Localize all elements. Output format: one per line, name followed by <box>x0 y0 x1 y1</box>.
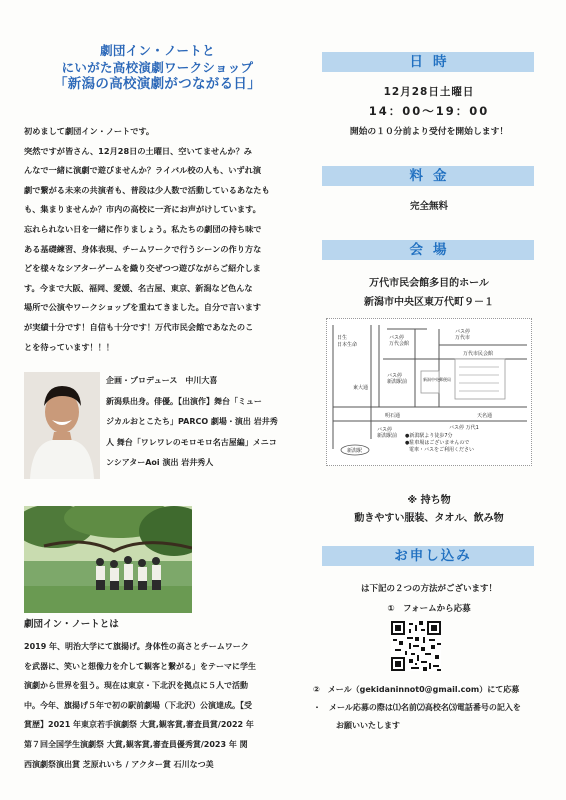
map-label-busstop1: バス停 <box>389 335 405 341</box>
map-note-1: ●新潟駅より徒歩7分 <box>405 433 453 439</box>
about-line: 中。今年、旗揚げ５年で初の駅前劇場（下北沢）公演達成。【受 <box>24 700 252 710</box>
apply-note-1: ・ メール応募の際は⑴名前⑵高校名⑶電話番号の記入を <box>313 703 521 712</box>
intro-line: す。今まで大阪、福岡、愛媛、名古屋、東京、新潟など色んな <box>24 282 253 293</box>
about-body <box>24 637 300 774</box>
apply-intro: は下記の２つの方法がございます！ <box>360 584 497 594</box>
map-label-bus-mandai: バス停 万代1 <box>449 425 479 431</box>
flyer-title <box>30 42 285 93</box>
form-qr-code[interactable] <box>391 621 441 671</box>
producer-profile <box>106 371 296 474</box>
title-line-2: にいがた高校演劇ワークショップ <box>61 60 254 75</box>
producer-line: 新潟県出身。俳優。【出演作】舞台「ミュー <box>106 396 262 406</box>
map-label-busstop2: バス停 <box>455 329 471 335</box>
map-label-busstop2b: 万代市 <box>455 335 471 341</box>
about-line: 2019 年、明治大学にて旗揚げ。身体性の高さとチームワーク <box>24 642 249 651</box>
fee-header: 料金 <box>322 166 534 186</box>
venue-header: 会場 <box>322 240 534 260</box>
map-label-higashi-odori: 東大通 <box>353 385 369 391</box>
intro-line: 場所で公演やワークショップを重ねてきました。自分で言います <box>24 302 262 313</box>
map-note-3: 電車・バスをご利用ください <box>409 447 475 453</box>
intro-text <box>24 122 296 357</box>
map-label-busstop-kaikan2: 新潟駅前 <box>387 379 408 385</box>
about-line: 賞歴】2021 年東京若手演劇祭 大賞,観客賞,審査員賞/2022 年 <box>24 720 254 730</box>
producer-line: ンシアターAoi 演出 岩井秀人 <box>106 458 214 467</box>
intro-line: が実績十分です！自信も十分です！万代市民会館であなたのこ <box>24 321 254 332</box>
map-note-2: ●駐車場はございませんので <box>405 440 470 446</box>
map-label-station-bus: バス停 <box>377 427 393 433</box>
datetime-header: 日時 <box>322 52 534 72</box>
access-map <box>326 318 532 466</box>
reception-note: 開始の１０分前より受付を開始します！ <box>349 127 509 137</box>
producer-line: 企画・プロデュース 中川大喜 <box>106 376 218 385</box>
title-line-1: 劇団イン・ノートと <box>100 43 215 58</box>
map-label-meishi-dori: 明石通 <box>385 413 401 419</box>
intro-line: とを待っています！！！ <box>24 341 115 352</box>
event-time: 14：00〜19：00 <box>368 104 490 118</box>
producer-line: ジカルおとこたち」PARCO 劇場・演出 岩井秀 <box>106 417 278 426</box>
intro-line: も、集まりませんか？市内の高校に一斉にお声がけしています。 <box>24 204 261 215</box>
apply-method-form: ① フォームから応募 <box>387 604 471 614</box>
map-label-busstop1b: 万代会館 <box>389 341 410 347</box>
apply-note-2: お願いいたします <box>336 721 400 730</box>
map-label-ten-dori: 天名通 <box>477 413 493 419</box>
map-label-nihonseimei: 日本生命 <box>337 342 358 348</box>
intro-line: 突然ですが皆さん、12月28日の土曜日、空いてませんか？み <box>24 145 252 156</box>
map-label-venue: 万代市民会館 <box>463 351 494 357</box>
about-line: 西演劇祭演出賞 芝原れいち / アクター賞 石川なつ美 <box>24 759 214 769</box>
map-label-station-bus2: 新潟駅前 <box>377 433 398 439</box>
producer-line: 人 舞台「ワレワレのモロモロ名古屋編」メニコ <box>106 437 277 447</box>
intro-line: どを様々なシアターゲームを織り交ぜつつ遊びながらご紹介しま <box>24 263 261 274</box>
intro-line: 劇で繋がる未来の共演者も、普段は少人数で活動しているあなたも <box>24 184 270 195</box>
apply-header: お申し込み <box>322 546 534 566</box>
intro-line: んなで一緒に演劇で遊びませんか？ライバル校の人も、いずれ演 <box>24 165 262 176</box>
apply-method-email: ② メール（gekidaninnot0@gmail.com）にて応募 <box>313 685 520 694</box>
event-date: 12月28日土曜日 <box>383 86 475 98</box>
map-label-post-office: 新潟中央郵便局 <box>423 377 451 382</box>
belongings-header: ※ 持ち物 <box>407 495 451 506</box>
fee-value: 完全無料 <box>409 201 448 212</box>
producer-photo <box>24 372 100 479</box>
map-label-nissei: 日生 <box>337 335 348 341</box>
belongings-value: 動きやすい服装、タオル、飲み物 <box>354 513 504 524</box>
intro-line: ある基礎練習、身体表現、チームワークで行うシーンの作り方な <box>24 243 262 254</box>
title-line-3: 「新潟の高校演劇がつながる日」 <box>54 76 261 92</box>
map-label-busstop-kaikan: バス停 <box>387 373 403 379</box>
venue-address: 新潟市中央区東万代町９－１ <box>364 297 494 308</box>
about-line: 演劇から世界を狙う。現在は東京・下北沢を拠点に５人で活動 <box>24 681 248 691</box>
about-line: 第７回全国学生演劇祭 大賞,観客賞,審査員優秀賞/2023 年 関 <box>24 739 248 749</box>
map-label-station: 新潟駅 <box>347 448 363 454</box>
venue-name: 万代市民会館多目的ホール <box>369 278 489 289</box>
intro-line: 初めまして劇団イン・ノートです。 <box>24 126 155 136</box>
about-title: 劇団イン・ノートとは <box>24 619 119 630</box>
troupe-photo <box>24 506 192 613</box>
about-line: を武器に、笑いと想像力を介して観客と繋がる」をテーマに学生 <box>24 661 256 671</box>
intro-line: 忘れられない日を一緒に作りましょう。私たちの劇団の持ち味で <box>24 223 262 234</box>
